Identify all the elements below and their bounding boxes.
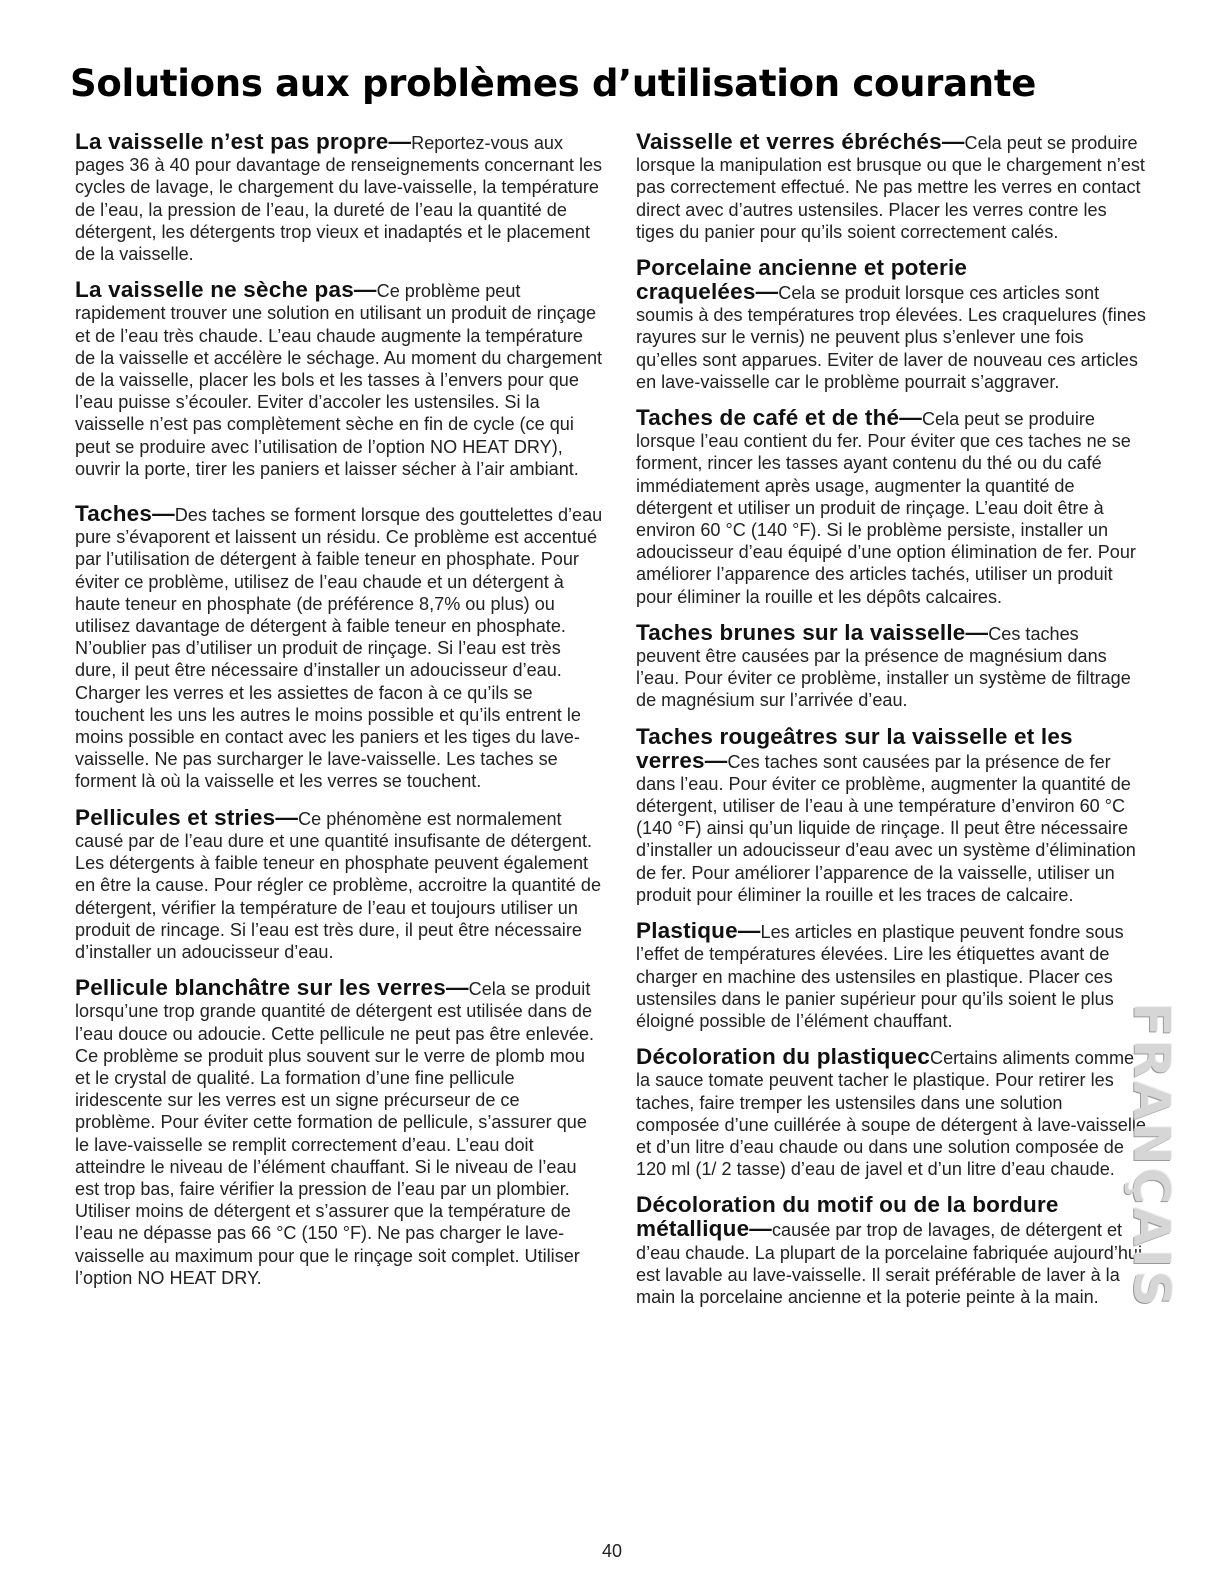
- page-title: Solutions aux problèmes d’utilisation courante: [70, 62, 1036, 105]
- section-body: Cela peut se produire lorsque la manipulation est brusque ou que le chargement n’est pas correctement effectué. Ne pas mettre les verres en contact direct avec d’autres ustensiles. Placer les verres contre les tiges du panier pour qu’ils soient correctement calés.: [636, 133, 1145, 242]
- section-brown-stains: [636, 621, 1146, 712]
- section-heading: Taches brunes sur la vaisselle—: [636, 619, 989, 645]
- section-heading: Vaisselle et verres ébréchés—: [636, 129, 965, 154]
- section-body: Ces taches sont causées par la présence de fer dans l’eau. Pour éviter ce problème, augmenter la quantité de détergent, utiliser de l’eau à une température d’environ 60 °C (140 °F) ainsi qu’un liquide de rinçage. Il peut être nécessaire d’installer un adoucisseur d’eau avec un système d’élimination de fer. Pour améliorer l’apparence de la vaisselle, utiliser un produit pour éliminer la rouille et les traces de calcaire.: [636, 751, 1136, 905]
- section-dishes-not-dry: [75, 278, 603, 480]
- section-crazed-china: [636, 256, 1146, 393]
- section-heading: Décoloration du motif ou de la bordure: [636, 1192, 1059, 1218]
- section-chipped-dishes: [636, 130, 1146, 243]
- section-body: Ce phénomène est normalement causé par de l’eau dure et une quantité insufisante de détergent. Les détergents à faible teneur en phosphate peuvent également en être la cause. Pour régler ce problème, accroitre la quantité de détergent, vérifier la température de l’eau et toujours utiliser un produit de rincage. Si l’eau est très dure, il peut être nécessaire d’installer un adoucisseur d’eau.: [75, 808, 602, 962]
- section-body: Reportez-vous aux pages 36 à 40 pour davantage de renseignements concernant les cycles de lavage, le chargement du lave-vaisselle, la température de l’eau, la pression de l’eau, la dureté de l’eau la quantité de détergent, les détergents trop vieux et inadaptés et le placement de la vaisselle.: [75, 133, 603, 265]
- section-heading-cont: métallique—: [636, 1216, 772, 1242]
- section-body: causée par trop de lavages, de détergent et d’eau chaude. La plupart de la porcelaine fabriquée aujourd’hui est lavable au lave-vaisselle. Il serait préférable de laver à la main la porcelaine ancienne et la poterie peinte à la main.: [636, 1220, 1142, 1307]
- section-heading: Pellicules et stries—: [75, 804, 299, 830]
- section-heading: Décoloration du plastiquec: [636, 1044, 930, 1070]
- section-body: Certains aliments comme la sauce tomate peuvent tacher le plastique. Pour retirer les taches, faire tremper les ustensiles dans une solution composée d’une cuillérée à soupe de détergent à lave-vaisselle et d’un litre d’eau chaude ou dans une solution composée de 120 ml (1/ 2 tasse) d’eau de javel et d’un litre d’eau chaude.: [636, 1048, 1146, 1180]
- section-film-streaks: [75, 806, 603, 963]
- section-reddish-stains: [636, 725, 1146, 906]
- section-heading-cont: verres—: [636, 747, 728, 773]
- section-body: Ces taches peuvent être causées par la présence de magnésium dans l’eau. Pour éviter ce problème, installer un système de filtrage de magnésium sur l’arrivée d’eau.: [636, 623, 1131, 711]
- section-spots: [75, 502, 603, 793]
- section-heading: La vaisselle ne sèche pas—: [75, 277, 377, 303]
- section-heading: Taches de café et de thé—: [636, 405, 922, 431]
- section-body: Cela peut se produire lorsque l’eau contient du fer. Pour éviter que ces taches ne se forment, rincer les tasses ayant contenu du thé ou du café immédiatement après usage, augmenter la quantité de détergent et utiliser un produit de rinçage. L’eau doit être à environ 60 °C (140 °F). Si le problème persiste, installer un adoucisseur d’eau équipé d’une option élimination de fer. Pour améliorer l’apparence des articles tachés, utiliser un produit pour éliminer la rouille et les dépôts calcaires.: [636, 409, 1136, 607]
- language-side-tab: [1123, 1002, 1182, 1310]
- section-heading: Taches rougeâtres sur la vaisselle et les: [636, 723, 1073, 749]
- section-body: Ce problème peut rapidement trouver une solution en utilisant un produit de rinçage et de l’eau très chaude. L’eau chaude augmente la température de la vaisselle et accélère le séchage. Au moment du chargement de la vaisselle, placer les bols et les tasses à l’envers pour que l’eau puisse s’écouler. Eviter d’accoler les ustensiles. Si la vaisselle n’est pas complètement sèche en fin de cycle (ce qui peut se produire avec l’utilisation de l’option NO HEAT DRY), ouvrir la porte, tirer les paniers et laisser sécher à l’air ambiant.: [75, 281, 603, 479]
- section-heading: La vaisselle n’est pas propre—: [75, 129, 412, 154]
- section-heading: Pellicule blanchâtre sur les verres—: [75, 975, 469, 1001]
- section-metallic-trim: [636, 1193, 1146, 1308]
- section-heading: Plastique—: [636, 918, 761, 944]
- section-heading: Taches—: [75, 501, 175, 527]
- section-body: Les articles en plastique peuvent fondre sous l’effet de températures élevées. Lire les étiquettes avant de charger en machine des ustensiles en plastique. Placer ces ustensiles dans le panier supérieur pour qu’ils soient le plus éloigné possible de l’élément chauffant.: [636, 922, 1124, 1031]
- section-dishes-not-clean: [75, 130, 603, 265]
- page-number: 40: [601, 1541, 623, 1561]
- left-column: [75, 130, 603, 1302]
- section-plastic: [636, 919, 1146, 1032]
- section-body: Cela se produit lorsqu’une trop grande quantité de détergent est utilisée dans de l’eau douce ou adoucie. Cette pellicule ne peut pas être enlevée. Ce problème se produit plus souvent sur le verre de plomb mou et le crystal de qualité. La formation d’une fine pellicule iridescente sur les verres est un signe précurseur de ce problème. Pour éviter cette formation de pellicule, s’assurer que le lave-vaisselle se remplit correctement d’eau. L’eau doit atteindre le niveau de l’élément chauffant. Si le niveau de l’eau est trop bas, faire vérifier la pression de l’eau par un plombier. Utiliser moins de détergent et s’assurer que la température de l’eau ne dépasse pas 66 °C (150 °F). Ne pas charger le lave-vaisselle au maximum pour que le rinçage soit complet. Utiliser l’option NO HEAT DRY.: [75, 979, 595, 1288]
- section-plastic-discoloration: [636, 1045, 1146, 1180]
- section-body: Cela se produit lorsque ces articles sont soumis à des températures trop élevées. Les craquelures (fines rayures sur le vernis) ne peuvent plus s’enlever une fois qu’elles sont apparues. Eviter de laver de nouveau ces articles en lave-vaisselle car le problème pourrait s’aggraver.: [636, 283, 1146, 392]
- language-label: FRANÇAIS: [1123, 1002, 1182, 1310]
- section-coffee-tea-stains: [636, 406, 1146, 608]
- right-column: [636, 130, 1146, 1321]
- section-body: Des taches se forment lorsque des gouttelettes d’eau pure s’évaporent et laissent un résidu. Ce problème est accentué par l’utilisation de détergent à faible teneur en phosphate. Pour éviter ce problème, utilisez de l’eau chaude et un détergent à haute teneur en phosphate (de préférence 8,7% ou plus) ou utilisez davantage de détergent à faible teneur en phosphate. N’oublier pas d’utiliser un produit de rinçage. Si l’eau est très dure, il peut être nécessaire d’installer un adoucisseur d’eau. Charger les verres et les assiettes de facon à ce qu’ils se touchent les uns les autres le moins possible et qu’ils entrent le moins possible en contact avec les paniers et les tiges du lave-vaisselle. Ne pas surcharger le lave-vaisselle. Les taches se forment là où la vaisselle et les verres se touchent.: [75, 505, 603, 792]
- section-heading-cont: craquelées—: [636, 279, 779, 305]
- section-white-film-glasses: [75, 976, 603, 1289]
- section-heading: Porcelaine ancienne et poterie: [636, 255, 968, 281]
